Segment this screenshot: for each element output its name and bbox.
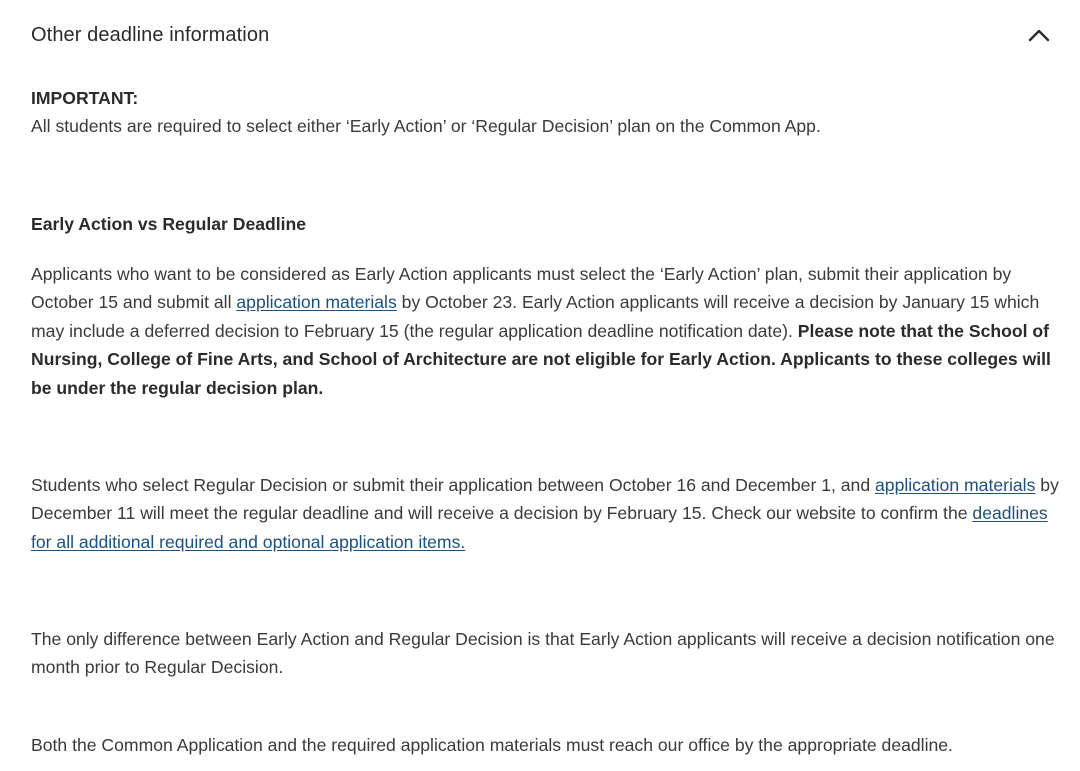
important-text: All students are required to select either ‘Early Action’ or ‘Regular Decision’ plan on the Common App. bbox=[31, 116, 821, 137]
deadlines-link[interactable]: deadlines for all additional required and optional application items. bbox=[31, 503, 1048, 552]
important-notice bbox=[31, 84, 1067, 141]
regular-decision-paragraph bbox=[31, 471, 1067, 556]
accordion-title: Other deadline information bbox=[31, 23, 270, 46]
early-action-note: Please note that the School of Nursing, College of Fine Arts, and School of Architecture are not eligible for Early Action. Applicants to these colleges will be under the regular decision plan. bbox=[31, 320, 1051, 398]
application-materials-link[interactable]: application materials bbox=[236, 292, 397, 313]
closing-paragraph: Both the Common Application and the required application materials must reach our office by the appropriate deadline. bbox=[31, 735, 953, 755]
important-label: IMPORTANT: bbox=[31, 88, 139, 108]
regular-text-a: Students who select Regular Decision or submit their application between October 16 and December 1, and bbox=[31, 475, 875, 495]
difference-paragraph: The only difference between Early Action and Regular Decision is that Early Action applicants will receive a decision notification one month prior to Regular Decision. bbox=[31, 629, 1055, 678]
early-action-heading: Early Action vs Regular Deadline bbox=[31, 214, 307, 234]
early-action-text-b: by October 23. Early Action applicants will receive a decision by January 15 which may include a deferred decision to February 15 (the regular application deadline notification date). bbox=[31, 292, 1040, 341]
regular-application-materials-link[interactable]: application materials bbox=[875, 475, 1036, 495]
accordion-header[interactable] bbox=[31, 18, 1051, 52]
early-action-text-a: Applicants who want to be considered as Early Action applicants must select the ‘Early Action’ plan, submit their application by October 15 and submit all bbox=[31, 264, 1012, 313]
early-action-paragraph bbox=[31, 260, 1067, 402]
chevron-up-icon[interactable] bbox=[1025, 21, 1053, 49]
regular-text-b: by December 11 will meet the regular deadline and will receive a decision by February 15. Check our website to confirm the bbox=[31, 475, 1059, 524]
